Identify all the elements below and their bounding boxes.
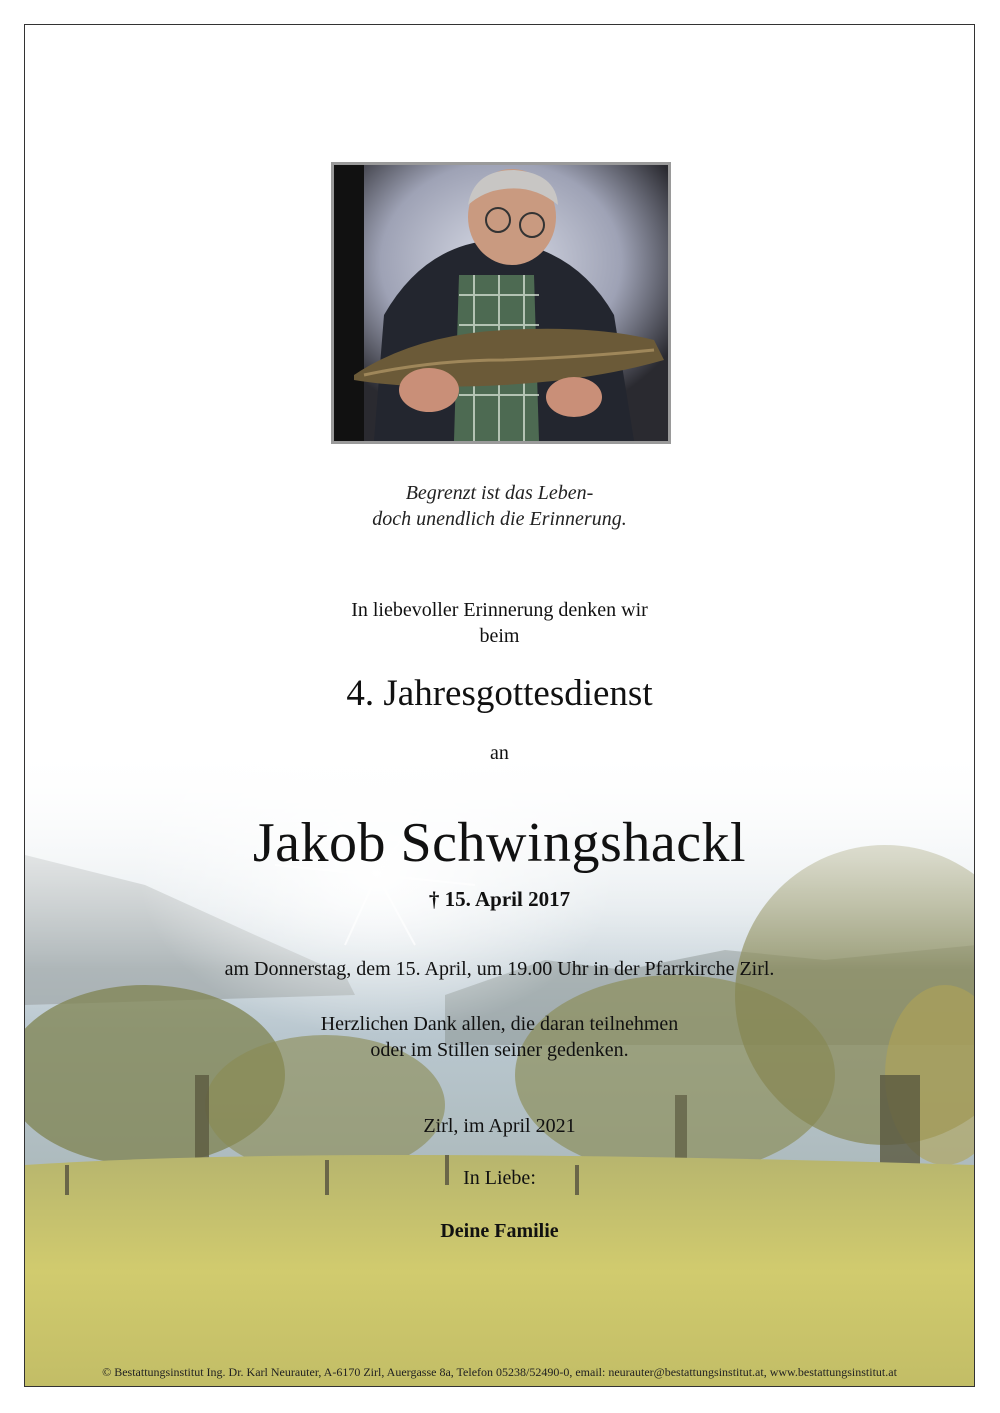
service-title: 4. Jahresgottesdienst <box>346 673 653 714</box>
quote-line-1: Begrenzt ist das Leben- <box>405 482 594 504</box>
thanks-line-2: oder im Stillen seiner gedenken. <box>370 1039 629 1061</box>
connector-text: an <box>490 742 509 764</box>
memorial-quote <box>25 480 974 532</box>
portrait-photo <box>331 162 671 444</box>
service-details: am Donnerstag, dem 15. April, um 19.00 Uhr in der Pfarrkirche Zirl. <box>224 958 775 980</box>
death-date: † 15. April 2017 <box>428 887 571 911</box>
deceased-name: Jakob Schwingshackl <box>252 812 747 874</box>
quote-line-2: doch unendlich die Erinnerung. <box>372 508 627 530</box>
footer-imprint: © Bestattungsinstitut Ing. Dr. Karl Neurauter, A-6170 Zirl, Auergasse 8a, Telefon 05238/52490-0, email: neurauter@bestattungsinstitut.at, www.bestattungsinstitut.at <box>102 1365 897 1379</box>
signature: Deine Familie <box>440 1220 559 1242</box>
intro-line-1: In liebevoller Erinnerung denken wir <box>351 599 648 621</box>
intro-text <box>25 597 974 649</box>
thanks-text <box>25 1011 974 1063</box>
place-date: Zirl, im April 2021 <box>423 1115 576 1137</box>
closing-text: In Liebe: <box>463 1167 536 1189</box>
intro-line-2: beim <box>479 625 520 647</box>
memorial-card <box>24 24 975 1387</box>
thanks-line-1: Herzlichen Dank allen, die daran teilnehmen <box>320 1013 679 1035</box>
